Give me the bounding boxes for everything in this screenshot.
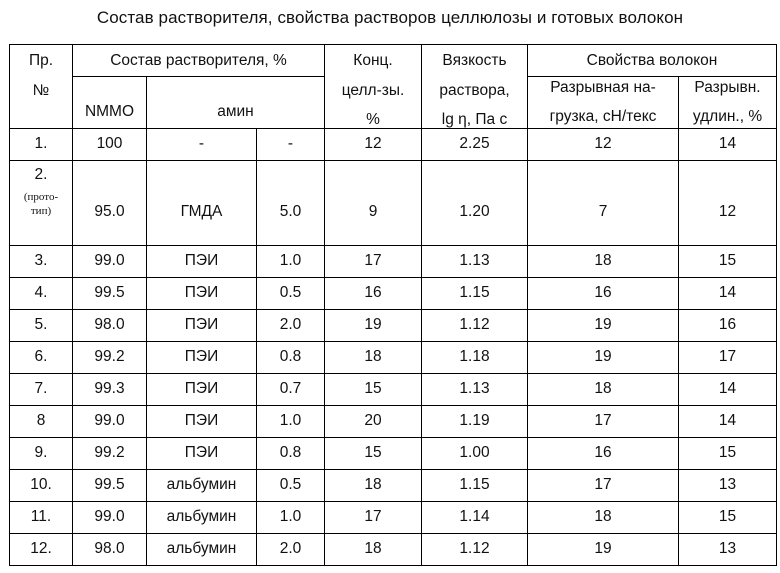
table-row [10, 309, 777, 341]
cell-no: 9. [10, 437, 73, 469]
header-visc [422, 45, 528, 129]
header-visc-line1: Вязкость [442, 52, 507, 69]
cell-amine-name: ПЭИ [147, 341, 257, 373]
cell-elong: 13 [679, 469, 777, 501]
cell-note-line2: тип) [30, 205, 52, 217]
header-amine-cell [147, 77, 325, 129]
cell-visc: 1.12 [422, 533, 528, 565]
table-row [10, 341, 777, 373]
table-row [10, 501, 777, 533]
table-row [10, 405, 777, 437]
cell-amine-pct: 5.0 [257, 160, 325, 245]
cell-visc: 1.20 [422, 160, 528, 245]
cell-nmmo: 98.0 [73, 309, 147, 341]
table-row [10, 437, 777, 469]
header-amine: амин [217, 103, 254, 120]
cell-amine-name: альбумин [147, 501, 257, 533]
cell-visc: 1.15 [422, 277, 528, 309]
cell-nmmo: 99.2 [73, 437, 147, 469]
cell-visc: 1.13 [422, 373, 528, 405]
cell-elong: 16 [679, 309, 777, 341]
cell-load: 16 [528, 277, 679, 309]
cell-elong: 17 [679, 341, 777, 373]
header-nmmo: NMMO [84, 103, 135, 120]
cell-visc: 1.12 [422, 309, 528, 341]
cell-load: 16 [528, 437, 679, 469]
cell-conc: 18 [325, 533, 422, 565]
table-row [10, 469, 777, 501]
cell-no: 3. [10, 245, 73, 277]
cell-visc: 1.00 [422, 437, 528, 469]
cell-nmmo: 99.5 [73, 277, 147, 309]
cell-amine-pct: 0.8 [257, 437, 325, 469]
cell-elong: 13 [679, 533, 777, 565]
cell-load: 19 [528, 341, 679, 373]
cell-amine-pct: 0.5 [257, 469, 325, 501]
cell-no: 1. [10, 128, 73, 160]
cell-amine-pct: 1.0 [257, 245, 325, 277]
cell-nmmo: 99.0 [73, 405, 147, 437]
cell-no-label: 2. [34, 165, 48, 183]
data-table [9, 44, 777, 566]
cell-conc: 9 [325, 160, 422, 245]
cell-visc: 2.25 [422, 128, 528, 160]
cell-amine-name: альбумин [147, 533, 257, 565]
cell-no: 11. [10, 501, 73, 533]
cell-amine-pct: 1.0 [257, 501, 325, 533]
header-break-load-line1: Разрывная на- [550, 78, 656, 96]
cell-conc: 16 [325, 277, 422, 309]
header-solvent: Состав растворителя, % [73, 45, 325, 77]
cell-load: 18 [528, 501, 679, 533]
header-break-load-line2: грузка, сН/текс [549, 108, 657, 126]
header-no-line2: № [32, 81, 50, 99]
cell-amine-pct: 2.0 [257, 533, 325, 565]
cell-elong: 15 [679, 245, 777, 277]
cell-conc: 12 [325, 128, 422, 160]
cell-conc: 18 [325, 341, 422, 373]
header-conc [325, 45, 422, 129]
cell-amine-pct: 0.8 [257, 341, 325, 373]
cell-elong: 12 [679, 160, 777, 245]
cell-elong: 15 [679, 437, 777, 469]
table-row [10, 245, 777, 277]
cell-amine-name: ПЭИ [147, 405, 257, 437]
table-row [10, 277, 777, 309]
header-conc-line1: Конц. [353, 52, 393, 69]
cell-amine-name: ПЭИ [147, 373, 257, 405]
cell-conc: 18 [325, 469, 422, 501]
table-row [10, 160, 777, 245]
page-title: Состав растворителя, свойства растворов целлюлозы и готовых волокон [96, 8, 684, 27]
cell-nmmo: 100 [73, 128, 147, 160]
cell-amine-pct: 0.7 [257, 373, 325, 405]
cell-no: 7. [10, 373, 73, 405]
cell-amine-name: - [147, 128, 257, 160]
cell-elong: 14 [679, 373, 777, 405]
table-row [10, 128, 777, 160]
cell-conc: 20 [325, 405, 422, 437]
cell-no [10, 160, 73, 245]
header-visc-line3: lg η, Па с [441, 111, 508, 128]
cell-nmmo: 98.0 [73, 533, 147, 565]
cell-visc: 1.13 [422, 245, 528, 277]
cell-amine-name: ПЭИ [147, 309, 257, 341]
cell-visc: 1.19 [422, 405, 528, 437]
cell-visc: 1.18 [422, 341, 528, 373]
header-nmmo-cell [73, 77, 147, 129]
cell-nmmo: 99.0 [73, 245, 147, 277]
header-no [10, 45, 73, 129]
header-conc-line2: целл-зы. [341, 81, 405, 99]
cell-conc: 17 [325, 501, 422, 533]
header-elongation [679, 77, 777, 129]
cell-amine-name: ПЭИ [147, 245, 257, 277]
cell-amine-pct: 0.5 [257, 277, 325, 309]
cell-no: 10. [10, 469, 73, 501]
cell-load: 17 [528, 469, 679, 501]
cell-visc: 1.14 [422, 501, 528, 533]
cell-elong: 14 [679, 277, 777, 309]
cell-conc: 19 [325, 309, 422, 341]
table-row [10, 373, 777, 405]
header-elong-line2: удлин., % [692, 108, 763, 126]
cell-elong: 14 [679, 128, 777, 160]
cell-nmmo: 99.0 [73, 501, 147, 533]
cell-no: 4. [10, 277, 73, 309]
cell-no: 5. [10, 309, 73, 341]
cell-nmmo: 99.3 [73, 373, 147, 405]
cell-visc: 1.15 [422, 469, 528, 501]
cell-load: 19 [528, 533, 679, 565]
cell-nmmo: 95.0 [73, 160, 147, 245]
cell-amine-pct: 1.0 [257, 405, 325, 437]
header-no-line1: Пр. [28, 52, 54, 69]
cell-nmmo: 99.2 [73, 341, 147, 373]
cell-amine-pct: - [257, 128, 325, 160]
cell-amine-name: ГМДА [147, 160, 257, 245]
cell-amine-name: ПЭИ [147, 277, 257, 309]
cell-conc: 17 [325, 245, 422, 277]
cell-amine-name: альбумин [147, 469, 257, 501]
cell-load: 17 [528, 405, 679, 437]
cell-elong: 14 [679, 405, 777, 437]
header-conc-line3: % [366, 111, 380, 128]
cell-nmmo: 99.5 [73, 469, 147, 501]
cell-no: 8 [10, 405, 73, 437]
cell-load: 18 [528, 373, 679, 405]
header-row-1 [10, 45, 777, 77]
header-visc-line2: раствора, [439, 81, 510, 99]
cell-conc: 15 [325, 373, 422, 405]
table-row [10, 533, 777, 565]
cell-load: 19 [528, 309, 679, 341]
cell-load: 12 [528, 128, 679, 160]
cell-load: 18 [528, 245, 679, 277]
cell-no: 12. [10, 533, 73, 565]
cell-conc: 15 [325, 437, 422, 469]
cell-note-line1: (прото- [23, 191, 59, 203]
header-break-load [528, 77, 679, 129]
header-elong-line1: Разрывн. [694, 78, 761, 96]
cell-no: 6. [10, 341, 73, 373]
cell-load: 7 [528, 160, 679, 245]
cell-amine-name: ПЭИ [147, 437, 257, 469]
cell-amine-pct: 2.0 [257, 309, 325, 341]
header-fiber: Свойства волокон [528, 45, 777, 77]
cell-elong: 15 [679, 501, 777, 533]
